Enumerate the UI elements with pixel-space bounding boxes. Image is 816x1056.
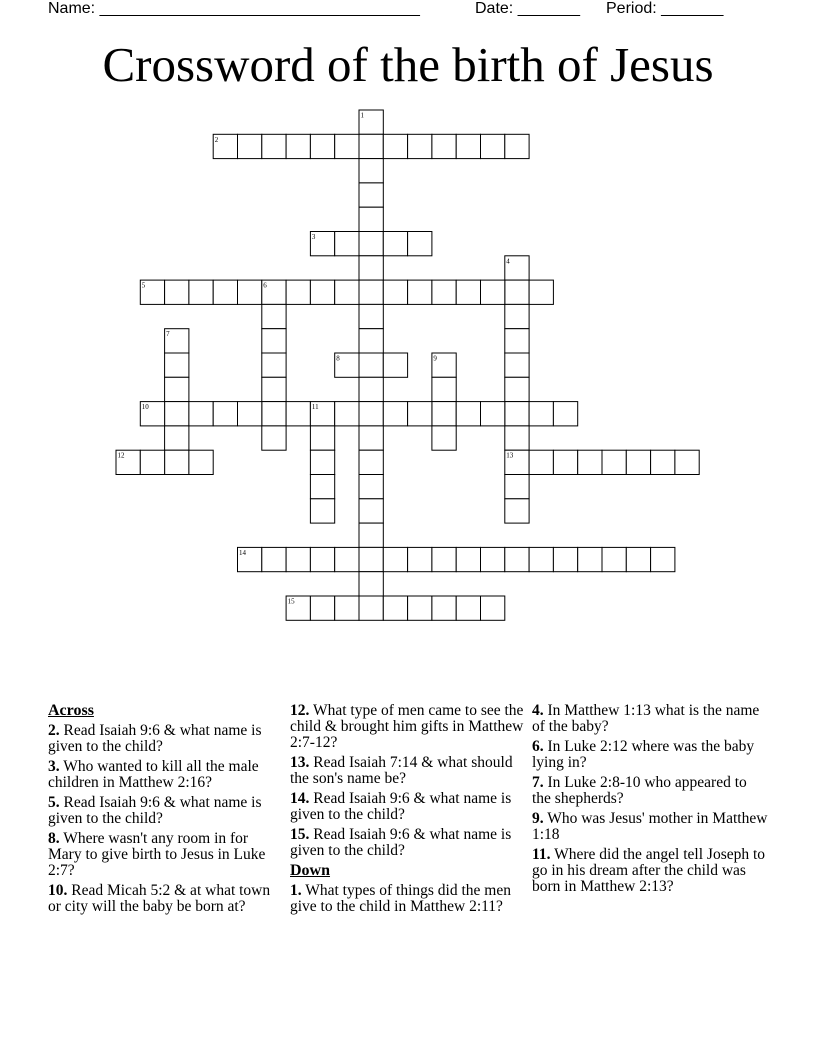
grid-cell[interactable] xyxy=(310,547,334,571)
grid-number: 8 xyxy=(336,354,340,363)
grid-cell[interactable] xyxy=(432,134,456,158)
grid-cell[interactable] xyxy=(359,475,383,499)
clue-number: 1. xyxy=(290,882,302,899)
clue-item xyxy=(290,791,526,823)
clue-number: 14. xyxy=(290,790,310,807)
clue-text: Read Isaiah 9:6 & what name is given to the child? xyxy=(48,794,262,827)
clue-text: Read Isaiah 7:14 & what should the son's name be? xyxy=(290,754,513,787)
grid-cell[interactable] xyxy=(165,402,189,426)
grid-cell[interactable] xyxy=(408,280,432,304)
grid-cell[interactable] xyxy=(626,450,650,474)
grid-number: 4 xyxy=(506,257,510,266)
grid-cell[interactable] xyxy=(505,426,529,450)
grid-cell[interactable] xyxy=(310,499,334,523)
grid-cell[interactable] xyxy=(238,280,262,304)
grid-cell[interactable] xyxy=(359,304,383,328)
clue-text: Read Micah 5:2 & at what town or city will the baby be born at? xyxy=(48,882,271,915)
grid-cell[interactable] xyxy=(456,280,480,304)
grid-cell[interactable] xyxy=(529,280,553,304)
grid-cell[interactable] xyxy=(310,134,334,158)
grid-number: 15 xyxy=(287,597,295,606)
page-title: Crossword of the birth of Jesus xyxy=(102,37,714,92)
clue-number: 9. xyxy=(532,810,544,827)
grid-cell[interactable] xyxy=(359,159,383,183)
grid-cell[interactable] xyxy=(359,499,383,523)
grid-cell[interactable] xyxy=(359,280,383,304)
clue-text: What types of things did the men give to the child in Matthew 2:11? xyxy=(290,882,511,915)
clue-text: What type of men came to see the child & brought him gifts in Matthew 2:7-12? xyxy=(290,702,524,751)
clue-number: 4. xyxy=(532,702,544,719)
grid-cell[interactable] xyxy=(651,450,675,474)
clue-number: 13. xyxy=(290,754,310,771)
grid-cell[interactable] xyxy=(359,329,383,353)
clue-number: 15. xyxy=(290,826,310,843)
clue-number: 6. xyxy=(532,738,544,755)
clue-number: 11. xyxy=(532,846,551,863)
grid-cell[interactable] xyxy=(481,134,505,158)
grid-cell[interactable] xyxy=(432,402,456,426)
clue-item xyxy=(532,703,768,735)
grid-cell[interactable] xyxy=(432,280,456,304)
clue-column-1 xyxy=(48,703,284,919)
grid-cell[interactable] xyxy=(481,402,505,426)
grid-number: 11 xyxy=(311,403,319,412)
grid-cell[interactable] xyxy=(456,402,480,426)
grid-cell[interactable] xyxy=(310,596,334,620)
grid-cell[interactable] xyxy=(481,596,505,620)
clue-text: Read Isaiah 9:6 & what name is given to the child? xyxy=(48,722,262,755)
grid-cell[interactable] xyxy=(505,134,529,158)
grid-cell[interactable] xyxy=(213,402,237,426)
grid-cell[interactable] xyxy=(456,596,480,620)
grid-number: 7 xyxy=(166,330,170,339)
grid-cell[interactable] xyxy=(238,134,262,158)
grid-cell[interactable] xyxy=(262,426,286,450)
grid-cell[interactable] xyxy=(165,377,189,401)
grid-cell[interactable] xyxy=(408,596,432,620)
clue-column-2 xyxy=(290,703,526,919)
grid-cell[interactable] xyxy=(505,329,529,353)
grid-cell[interactable] xyxy=(359,183,383,207)
grid-cell[interactable] xyxy=(286,402,310,426)
clue-text: In Luke 2:12 where was the baby lying in? xyxy=(532,738,755,771)
grid-cell[interactable] xyxy=(335,280,359,304)
clue-number: 3. xyxy=(48,758,60,775)
grid-cell[interactable] xyxy=(262,402,286,426)
grid-cell[interactable] xyxy=(383,402,407,426)
grid-cell[interactable] xyxy=(359,450,383,474)
grid-cell[interactable] xyxy=(310,475,334,499)
grid-cell[interactable] xyxy=(505,475,529,499)
clue-item xyxy=(290,755,526,787)
grid-cell[interactable] xyxy=(383,596,407,620)
grid-cell[interactable] xyxy=(335,596,359,620)
grid-cell[interactable] xyxy=(505,499,529,523)
grid-cell[interactable] xyxy=(359,134,383,158)
grid-cell[interactable] xyxy=(359,426,383,450)
grid-cell[interactable] xyxy=(335,547,359,571)
grid-cell[interactable] xyxy=(408,402,432,426)
grid-cell[interactable] xyxy=(505,280,529,304)
grid-cell[interactable] xyxy=(262,547,286,571)
grid-number: 13 xyxy=(506,451,514,460)
grid-cell[interactable] xyxy=(310,450,334,474)
grid-number: 1 xyxy=(360,111,364,120)
grid-cell[interactable] xyxy=(578,450,602,474)
grid-cell[interactable] xyxy=(189,450,213,474)
clue-text: Who wanted to kill all the male children in Matthew 2:16? xyxy=(48,758,259,791)
clue-item xyxy=(48,795,284,827)
grid-cell[interactable] xyxy=(529,402,553,426)
clue-text: Who was Jesus' mother in Matthew 1:18 xyxy=(532,810,768,843)
grid-cell[interactable] xyxy=(359,572,383,596)
clue-number: 5. xyxy=(48,794,60,811)
clue-item xyxy=(48,759,284,791)
grid-cell[interactable] xyxy=(481,280,505,304)
grid-cell[interactable] xyxy=(505,377,529,401)
grid-cell[interactable] xyxy=(310,426,334,450)
grid-number: 14 xyxy=(239,548,246,557)
grid-cell[interactable] xyxy=(505,353,529,377)
grid-cell[interactable] xyxy=(165,353,189,377)
grid-cell[interactable] xyxy=(286,547,310,571)
clue-text: In Matthew 1:13 what is the name of the baby? xyxy=(532,702,760,735)
grid-cell[interactable] xyxy=(383,134,407,158)
grid-cell[interactable] xyxy=(359,377,383,401)
clue-column-3 xyxy=(532,703,768,899)
grid-cell[interactable] xyxy=(359,256,383,280)
grid-cell[interactable] xyxy=(213,280,237,304)
grid-cell[interactable] xyxy=(383,547,407,571)
grid-cell[interactable] xyxy=(335,134,359,158)
grid-cell[interactable] xyxy=(408,134,432,158)
grid-cell[interactable] xyxy=(359,596,383,620)
grid-cell[interactable] xyxy=(262,134,286,158)
grid-cell[interactable] xyxy=(602,547,626,571)
grid-cell[interactable] xyxy=(238,402,262,426)
grid-cell[interactable] xyxy=(165,280,189,304)
clue-item xyxy=(290,883,526,915)
grid-cell[interactable] xyxy=(359,523,383,547)
grid-number: 2 xyxy=(214,135,219,144)
clue-item xyxy=(290,703,526,751)
clue-text: Where wasn't any room in for Mary to give birth to Jesus in Luke 2:7? xyxy=(48,830,266,879)
grid-number: 6 xyxy=(263,281,267,290)
grid-cell[interactable] xyxy=(408,232,432,256)
grid-cell[interactable] xyxy=(189,280,213,304)
grid-cell[interactable] xyxy=(432,377,456,401)
clue-item xyxy=(532,775,768,807)
name-field[interactable]: Name: ____________________________________ xyxy=(48,0,420,17)
grid-cell[interactable] xyxy=(262,353,286,377)
grid-cell[interactable] xyxy=(578,547,602,571)
grid-cell[interactable] xyxy=(675,450,699,474)
grid-cell[interactable] xyxy=(505,304,529,328)
grid-number: 5 xyxy=(141,281,146,290)
grid-cell[interactable] xyxy=(359,402,383,426)
grid-cell[interactable] xyxy=(456,134,480,158)
grid-cell[interactable] xyxy=(189,402,213,426)
clue-number: 10. xyxy=(48,882,68,899)
grid-cell[interactable] xyxy=(286,280,310,304)
clue-text: Read Isaiah 9:6 & what name is given to the child? xyxy=(290,826,512,859)
grid-number: 12 xyxy=(117,451,125,460)
grid-cell[interactable] xyxy=(310,280,334,304)
clue-item xyxy=(48,831,284,879)
grid-number: 3 xyxy=(311,233,316,241)
grid-cell[interactable] xyxy=(359,547,383,571)
clue-number: 12. xyxy=(290,702,310,719)
clue-item xyxy=(48,723,284,755)
grid-cell[interactable] xyxy=(359,232,383,256)
clue-number: 8. xyxy=(48,830,60,847)
grid-cell[interactable] xyxy=(359,353,383,377)
clue-text: In Luke 2:8-10 who appeared to the shepherds? xyxy=(532,774,747,807)
grid-cell[interactable] xyxy=(505,547,529,571)
clue-item xyxy=(290,827,526,859)
grid-cell[interactable] xyxy=(529,450,553,474)
grid-cell[interactable] xyxy=(456,547,480,571)
grid-cell[interactable] xyxy=(626,547,650,571)
grid-cell[interactable] xyxy=(383,353,407,377)
grid-cell[interactable] xyxy=(553,547,577,571)
grid-cell[interactable] xyxy=(651,547,675,571)
grid-cell[interactable] xyxy=(481,547,505,571)
down-heading: Down xyxy=(290,862,331,879)
clue-item xyxy=(532,847,768,895)
grid-number: 10 xyxy=(141,403,149,412)
clue-item xyxy=(532,739,768,771)
grid-cell[interactable] xyxy=(286,134,310,158)
grid-cell[interactable] xyxy=(383,232,407,256)
grid-cell[interactable] xyxy=(359,207,383,231)
period-field[interactable]: Period: _______ xyxy=(606,0,724,17)
grid-cell[interactable] xyxy=(165,450,189,474)
grid-cell[interactable] xyxy=(553,402,577,426)
clue-text: Read Isaiah 9:6 & what name is given to the child? xyxy=(290,790,512,823)
grid-cell[interactable] xyxy=(432,426,456,450)
grid-cell[interactable] xyxy=(432,547,456,571)
grid-cell[interactable] xyxy=(335,232,359,256)
grid-cell[interactable] xyxy=(165,426,189,450)
grid-cell[interactable] xyxy=(383,280,407,304)
clue-number: 2. xyxy=(48,722,60,739)
clue-item xyxy=(48,883,284,915)
grid-cell[interactable] xyxy=(602,450,626,474)
grid-cell[interactable] xyxy=(505,402,529,426)
grid-cell[interactable] xyxy=(432,596,456,620)
clue-text: Where did the angel tell Joseph to go in his dream after the child was born in Matthew 2:13? xyxy=(532,846,766,895)
grid-cell[interactable] xyxy=(529,547,553,571)
grid-cell[interactable] xyxy=(553,450,577,474)
grid-cell[interactable] xyxy=(262,304,286,328)
date-field[interactable]: Date: _______ xyxy=(475,0,580,17)
clue-item xyxy=(532,811,768,843)
grid-cell[interactable] xyxy=(262,329,286,353)
grid-cell[interactable] xyxy=(262,377,286,401)
clue-number: 7. xyxy=(532,774,544,791)
grid-cell[interactable] xyxy=(408,547,432,571)
grid-cell[interactable] xyxy=(335,402,359,426)
across-heading: Across xyxy=(48,702,94,719)
grid-cell[interactable] xyxy=(140,450,164,474)
grid-number: 9 xyxy=(433,354,437,363)
